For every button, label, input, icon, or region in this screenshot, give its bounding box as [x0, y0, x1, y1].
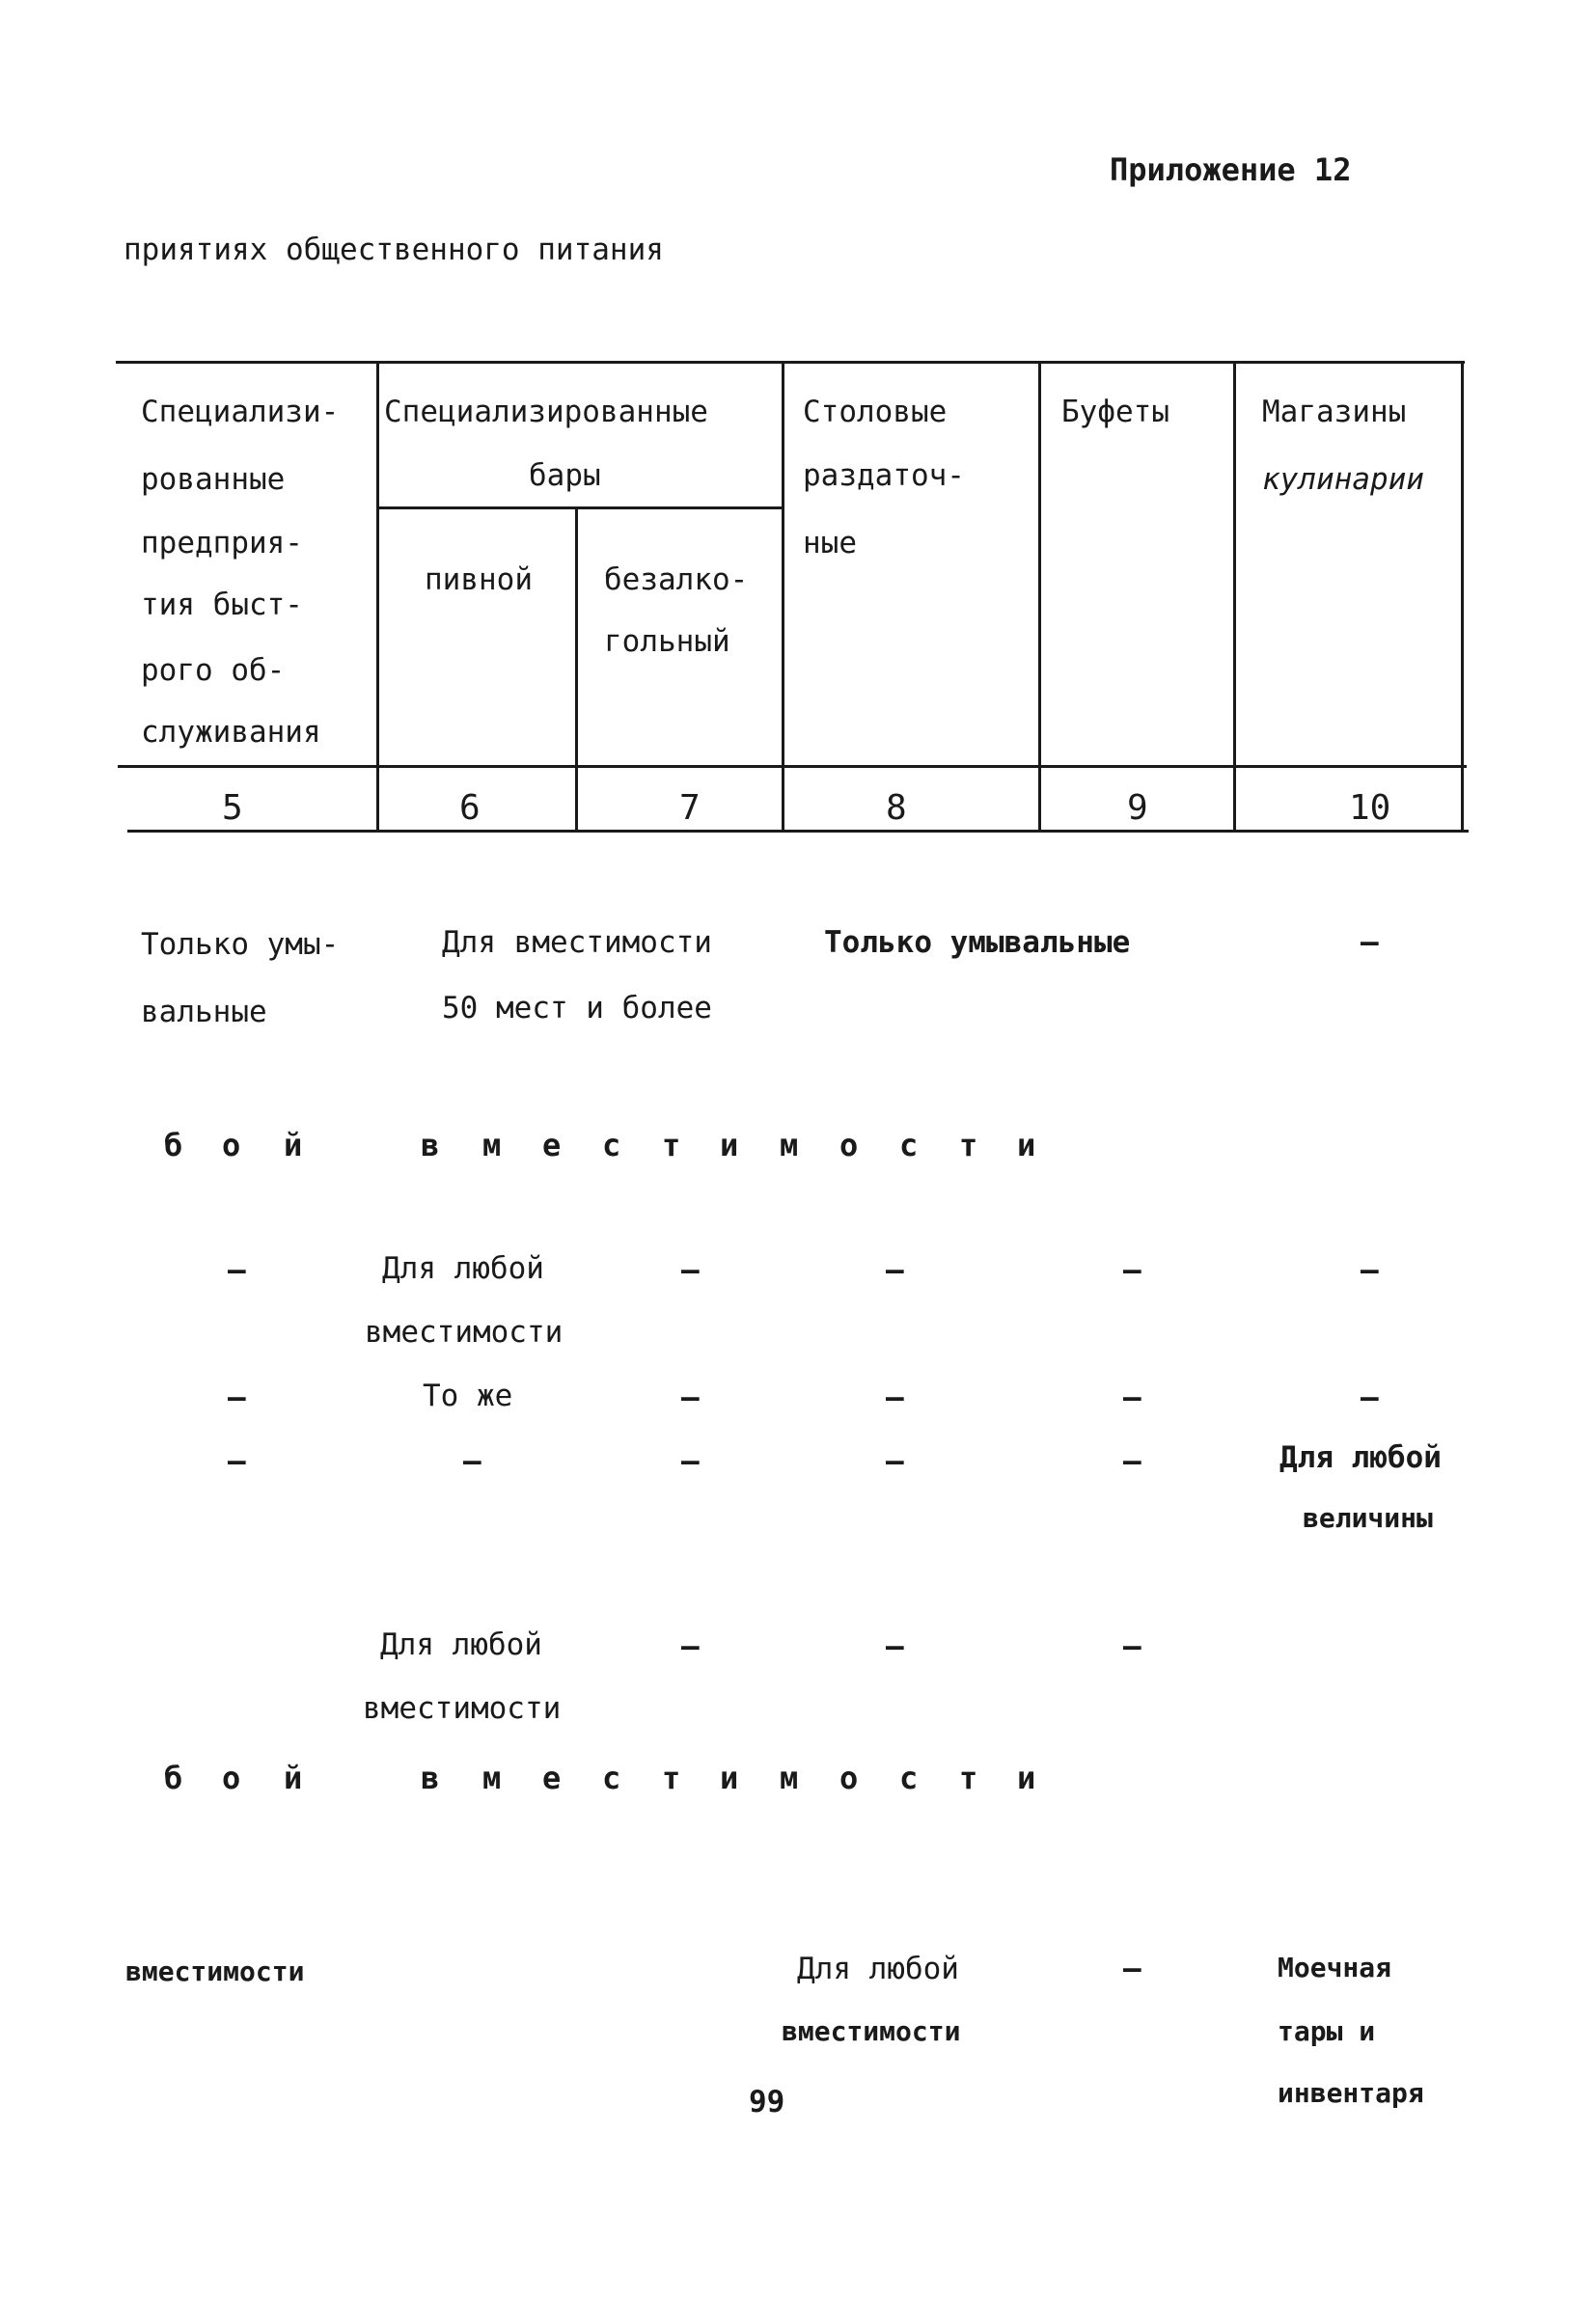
spaced1-char: т: [959, 1127, 978, 1163]
row6-col8-line2: вместимости: [782, 2015, 961, 2047]
header-col7-line1: безалко-: [604, 562, 749, 597]
row1-col5-line1: Только умы-: [141, 927, 340, 962]
spaced1-char: е: [542, 1127, 562, 1163]
page-number: 99: [749, 2085, 785, 2119]
row2-col6-line2: вместимости: [365, 1315, 564, 1350]
bars-subheader-rule: [378, 506, 784, 509]
row2-col5: –: [228, 1253, 246, 1288]
header-col8-line1: Столовые: [803, 395, 948, 429]
row1-bars-line1: Для вместимости: [442, 925, 712, 960]
column-number-6: 6: [459, 788, 481, 828]
row6-col9: –: [1123, 1952, 1141, 1986]
row3-col6: То же: [423, 1379, 513, 1413]
spaced1-char: с: [602, 1127, 621, 1163]
spaced1-char: т: [662, 1127, 681, 1163]
spaced2-char: о: [839, 1760, 859, 1796]
row6-col10-line3: инвентаря: [1278, 2077, 1424, 2109]
header-col7-line2: гольный: [604, 624, 730, 659]
header-bars-group-line2: бары: [529, 458, 601, 493]
row6-col5: вместимости: [125, 1955, 305, 1987]
col-divider-5-6: [376, 361, 379, 830]
spaced1-char: в: [421, 1127, 440, 1163]
spaced1-char: й: [284, 1127, 303, 1163]
spaced2-char: с: [899, 1760, 919, 1796]
row5-col6-line2: вместимости: [363, 1691, 562, 1726]
spaced1-char: м: [482, 1127, 502, 1163]
spaced1-char: с: [899, 1127, 919, 1163]
row2-col6-line1: Для любой: [382, 1251, 544, 1286]
row4-col5: –: [228, 1444, 246, 1479]
spaced2-char: м: [780, 1760, 799, 1796]
spaced1-char: б: [164, 1127, 183, 1163]
row4-col10-line1: Для любой: [1279, 1440, 1442, 1475]
column-number-10: 10: [1349, 788, 1391, 828]
header-col5-line4: тия быст-: [141, 588, 303, 622]
row1-col8: Только умывальные: [824, 925, 1131, 960]
row4-col7: –: [681, 1444, 700, 1479]
spaced2-char: б: [164, 1760, 183, 1796]
header-col9: Буфеты: [1061, 395, 1169, 429]
spaced2-char: с: [602, 1760, 621, 1796]
row2-col8: –: [886, 1253, 904, 1288]
header-bars-group-line1: Специализированные: [384, 395, 708, 429]
row2-col7: –: [681, 1253, 700, 1288]
numbers-bottom-rule: [127, 830, 1469, 833]
spaced1-char: м: [780, 1127, 799, 1163]
column-number-9: 9: [1127, 788, 1148, 828]
table-top-rule: [116, 361, 1465, 364]
row3-col7: –: [681, 1381, 700, 1415]
header-col5-line6: служивания: [141, 715, 321, 750]
header-col8-line3: ные: [803, 526, 857, 560]
heading-fragment: приятиях общественного питания: [124, 232, 664, 267]
row6-col8-line1: Для любой: [797, 1952, 959, 1986]
spaced2-char: и: [720, 1760, 739, 1796]
row6-col10-line2: тары и: [1278, 2015, 1376, 2047]
header-col10-line2: кулинарии: [1262, 462, 1424, 497]
header-col5-line3: предприя-: [141, 526, 303, 560]
col-divider-7-8: [782, 361, 784, 830]
row5-col9: –: [1123, 1629, 1141, 1664]
row2-col9: –: [1123, 1253, 1141, 1288]
row2-col10: –: [1361, 1253, 1379, 1288]
spaced2-char: е: [542, 1760, 562, 1796]
col-divider-8-9: [1038, 361, 1041, 830]
column-number-8: 8: [886, 788, 907, 828]
spaced1-char: и: [1017, 1127, 1036, 1163]
spaced1-char: и: [720, 1127, 739, 1163]
row1-col5-line2: вальные: [141, 995, 267, 1029]
appendix-label: Приложение 12: [1110, 151, 1352, 188]
spaced2-char: й: [284, 1760, 303, 1796]
col-divider-6-7: [575, 508, 578, 830]
row3-col5: –: [228, 1381, 246, 1415]
column-number-5: 5: [222, 788, 243, 828]
header-bottom-rule: [118, 765, 1467, 768]
spaced1-char: о: [222, 1127, 241, 1163]
row5-col8: –: [886, 1629, 904, 1664]
row3-col10: –: [1361, 1381, 1379, 1415]
header-col8-line2: раздаточ-: [803, 458, 965, 493]
row5-col7: –: [681, 1629, 700, 1664]
spaced2-char: м: [482, 1760, 502, 1796]
col-divider-9-10: [1233, 361, 1236, 830]
row6-col10-line1: Моечная: [1278, 1952, 1392, 1983]
row4-col8: –: [886, 1444, 904, 1479]
row4-col10-line2: величины: [1303, 1502, 1433, 1534]
spaced2-char: в: [421, 1760, 440, 1796]
spaced2-char: о: [222, 1760, 241, 1796]
spaced2-char: т: [959, 1760, 978, 1796]
spaced1-char: о: [839, 1127, 859, 1163]
column-number-7: 7: [679, 788, 701, 828]
header-col10-line1: Магазины: [1262, 395, 1407, 429]
row5-col6-line1: Для любой: [380, 1627, 542, 1662]
row3-col9: –: [1123, 1381, 1141, 1415]
header-col5-line2: рованные: [141, 462, 286, 497]
spaced2-char: и: [1017, 1760, 1036, 1796]
spaced-text-line-1: [0, 1127, 1595, 1165]
header-col6: пивной: [425, 562, 533, 597]
header-col5-line5: рого об-: [141, 653, 286, 688]
table-right-edge: [1461, 361, 1464, 830]
row4-col9: –: [1123, 1444, 1141, 1479]
header-col5-line1: Специализи-: [141, 395, 340, 429]
row4-col6: –: [463, 1444, 481, 1479]
spaced-text-line-2: [0, 1760, 1595, 1798]
spaced2-char: т: [662, 1760, 681, 1796]
row1-bars-line2: 50 мест и более: [442, 991, 712, 1025]
row3-col8: –: [886, 1381, 904, 1415]
row1-col10: –: [1361, 925, 1379, 960]
